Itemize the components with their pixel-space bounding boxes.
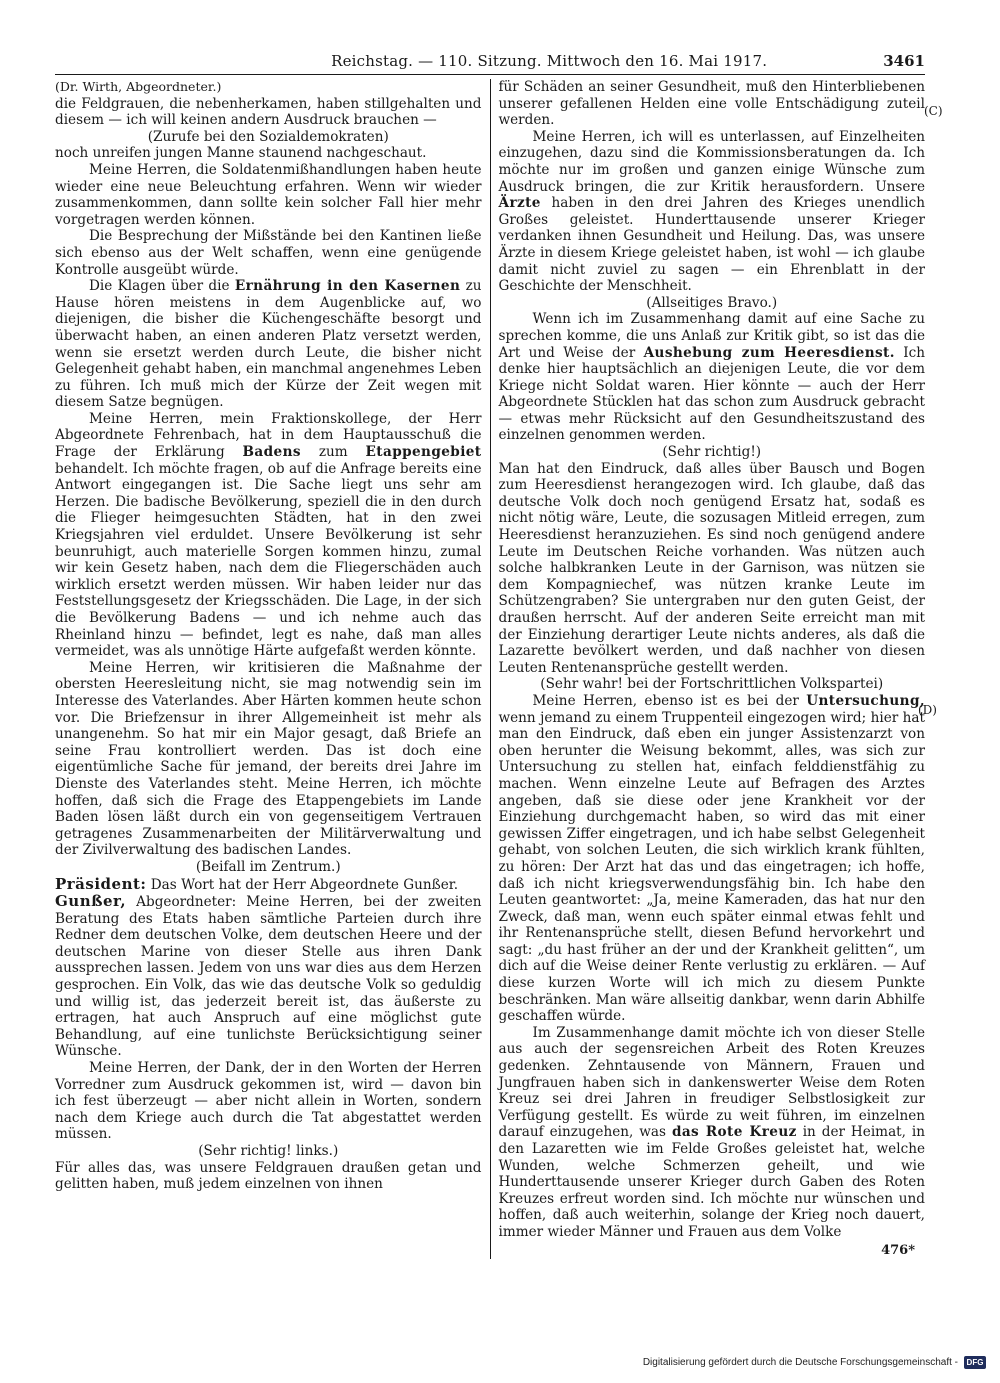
- paragraph: [499, 1025, 926, 1241]
- paragraph: [499, 311, 926, 444]
- text-run: Abgeordneter: Meine Herren, bei der zweiten Beratung des Etats haben sämtliche Parteien durch ihre Redner dem deutschen Volke, dem deutschen Heere und der deutschen Marine von dieser Stelle aus ihren Dank aussprechen lassen. Jedem von uns war dies aus dem Herzen gesprochen. Ein Volk, das wie das deutsche Volk so geduldig und willig ist, das jederzeit bereit ist, das äußerste zu ertragen, hat auch Anspruch auf eine möglichst gute Behandlung, auf eine tunlichste Berücksichtigung seiner Wünsche.: [55, 894, 482, 1060]
- paragraph: [55, 893, 482, 1060]
- page: [55, 52, 925, 1259]
- speaker-name: Gunßer,: [55, 892, 127, 911]
- paragraph: Meine Herren, die Soldatenmißhandlungen haben heute wieder eine neue Beleuchtung erfahren. Wenn wir wieder zusammenkommen, dann sollte kein solcher Fall hier mehr vorgetragen werden können.: [55, 161, 482, 228]
- margin-mark-c: (C): [924, 104, 943, 118]
- text-run: zu Hause hören meistens in dem Augenblicke auf, wo diejenigen, die bisher die Küchengeschäfte besorgt und überwacht haben, an einen anderen Platz versetzt werden, wenn sie ersetzt werden durch Leute, die bisher nicht Gelegenheit gehabt haben, ein manchmal angenehmes Leben zu führen. Ich muß mich der Kürze der Zeit wegen mit diesem Satze begnügen.: [55, 278, 482, 411]
- text-run: Meine Herren, ebenso ist es bei der: [532, 692, 807, 709]
- interjection: (Allseitiges Bravo.): [646, 294, 778, 311]
- left-column: [55, 79, 482, 1259]
- emphasis: Badens: [242, 444, 301, 461]
- funding-note: Digitalisierung gefördert durch die Deutsche Forschungsgemeinschaft -: [642, 1357, 958, 1368]
- header-title: Reichstag. — 110. Sitzung. Mittwoch den 16. Mai 1917.: [331, 52, 768, 70]
- emphasis: Aushebung zum Heeresdienst.: [643, 344, 895, 361]
- paragraph: Man hat den Eindruck, daß alles über Bausch und Bogen zum Heeresdienst herangezogen wird. Ich glaube, daß das deutsche Volk doch noch genügend Ersatz hat, sodaß es nicht nötig wäre, Leute, die sozusagen Mitleid erregen, zum Heeresdienst heranzuziehen. Es sind noch genügend andere Leute im Deutschen Reiche vorhanden. Was nützen auch solche halbkranken Leute in der Garnison, was nützen sie dem Kompagniechef, was nützen kranke Leute im Schützengraben? Sie untergraben nur den guten Geist, der draußen herrscht. Auf der anderen Seite erreicht man mit der Einziehung derartiger Leute nichts anderes, als daß die Lazarette bevölkert werden, und daß nachher von diesen Leuten Rentenansprüche gestellt werden.: [498, 460, 925, 676]
- emphasis: Etappengebiet: [365, 444, 482, 461]
- interjection: (Beifall im Zentrum.): [195, 858, 341, 875]
- speaker-name: Präsident:: [55, 874, 147, 893]
- text-run: haben in den drei Jahren des Krieges unendlich Großes geleistet. Hunderttausende unserer Krieger verdanken ihnen Gesundheit und Heilung. Das, was unsere Ärzte in diesem Kriege geleistet haben, ist wohl — ich glaube damit nicht zuviel zu sagen — ein Ehrenblatt in der Geschichte der Menschheit.: [498, 195, 925, 295]
- text-run: Das Wort hat der Herr Abgeordnete Gunßer.: [146, 876, 459, 893]
- text-run: Meine Herren, mein Fraktionskollege, der Herr Abgeordnete Fehrenbach, hat in dem Hauptausschuß die Frage der Erklärung: [55, 410, 482, 461]
- text-run: Die Klagen über die: [89, 278, 235, 295]
- column-divider: [490, 79, 491, 1259]
- text-run: behandelt. Ich möchte fragen, ob auf die Anfrage bereits eine Antwort eingegangen ist. Die Sache liegt uns sehr am Herzen. Die badische Bevölkerung, speziell die in den durch die Flieger heimgesuchten Städten, hat in den zwei Kriegsjahren viel erduldet. Unsere Bevölkerung ist sehr beunruhigt, auch materielle Sorgen kommen hinzu, zumal wir kein Gesetz haben, nach dem die Fliegerschäden auch wirklich ersetzt werden müssen. Wir haben leider nur das Feststellungsgesetz der Kriegsschäden. Die Lage, in der sich die Bevölkerung Badens — und ich nehme auch das Rheinland hinzu — befindet, legt es nahe, daß man alles vermeidet, was als unnötige Härte aufgefaßt werden könnte.: [55, 460, 482, 660]
- text-run: in der Heimat, in den Lazaretten wie im Felde Großes geleistet hat, welche Wunden, welche Schmerzen geheilt, und wie Hunderttausende unserer Krieger durch Gaben des Roten Kreuzes erfreut worden sind. Ich möchte nur wünschen und hoffen, daß auch weiterhin, solange der Krieg noch dauert, immer wieder Männer und Frauen aus dem Volke: [498, 1124, 926, 1240]
- running-header: [55, 52, 925, 75]
- paragraph: Meine Herren, der Dank, der in den Worten der Herren Vorredner zum Ausdruck gekommen ist, wird — davon bin ich fest überzeugt — aber nicht allein in Worten, sondern nach dem Kriege auch durch die Tat abgestattet werden müssen.: [55, 1060, 482, 1143]
- paragraph: noch unreifen jungen Manne staunend nachgeschaut.: [55, 145, 427, 162]
- text-run: Im Zusammenhange damit möchte ich von dieser Stelle aus auch der segensreichen Arbeit des Roten Kreuzes gedenken. Zehntausende von Männern, Frauen und Jungfrauen haben sich in dankenswerter Weise dem Roten Kreuz sei drei Jahren in freudiger Selbstlosigkeit zur Verfügung gestellt. Es würde zu weit führen, im einzelnen darauf einzugehen, was: [498, 1024, 925, 1141]
- paragraph: für Schäden an seiner Gesundheit, muß den Hinterbliebenen unserer gefallenen Helden eine volle Entschädigung zuteil werden.: [498, 79, 925, 129]
- paragraph: [499, 693, 926, 1025]
- interjection: (Sehr richtig! links.): [198, 1143, 339, 1159]
- paragraph: Die Besprechung der Mißstände bei den Kantinen ließe sich ebenso aus der Welt schaffen, wenn eine genügende Kontrolle ausgeübt würde.: [55, 228, 482, 278]
- emphasis: Ärzte: [498, 195, 541, 212]
- emphasis: Ernährung in den Kasernen: [234, 278, 461, 295]
- emphasis: Untersuchung,: [806, 692, 925, 709]
- digitization-footer: [643, 1356, 986, 1369]
- interjection: (Zurufe bei den Sozialdemokraten): [147, 128, 389, 145]
- paragraph: [55, 278, 482, 411]
- right-column: [499, 79, 926, 1259]
- speaker-attribution: (Dr. Wirth, Abgeordneter.): [55, 79, 222, 94]
- paragraph: [55, 876, 482, 894]
- paragraph: [55, 411, 482, 660]
- paragraph: die Feldgrauen, die nebenherkamen, haben stillgehalten und diesem — ich will keinen andern Ausdruck brauchen —: [55, 95, 482, 129]
- dfg-logo-icon: DFG: [964, 1356, 986, 1369]
- sheet-signature: 476*: [881, 1242, 915, 1258]
- interjection: (Sehr wahr! bei der Fortschrittlichen Volkspartei): [540, 676, 884, 693]
- two-column-body: [55, 79, 925, 1259]
- text-run: Wenn ich im Zusammenhang damit auf eine Sache zu sprechen komme, die uns Anlaß zur Kritik gibt, so ist das die Art und Weise der: [498, 311, 925, 361]
- emphasis: das Rote Kreuz: [671, 1124, 797, 1141]
- paragraph: [499, 129, 926, 295]
- text-run: zum: [300, 444, 366, 461]
- text-run: wenn jemand zu einem Truppenteil eingezogen wird; hier hat man den Eindruck, daß eben ein junger Assistenzarzt von oben herunter die Weisung bekommt, alles, was sich zur Untersuchung zu stellen hat, einfach felddienstfähig zu machen. Wenn einzelne Leute auf Befragen des Arztes angeben, daß sie diese oder jene Krankheit vor der Einziehung durchgemacht haben, so wird das mit einer gewissen Ziffer eingetragen, und ich habe selbst Gelegenheit gehabt, von solchen Leuten, die sich wirklich krank fühlten, zu hören: Der Arzt hat das und das eingetragen; ich hoffe, daß ich nicht kriegsverwendungsfähig bin. Ich habe den Leuten geantwortet: „Ja, meine Kameraden, das hat nur den Zweck, daß man, wenn euch später einmal etwas fehlt und ihr Rentenansprüche stellt, diesen Befund hervorkehrt und sagt: „du hast früher an der und der Krankheit gelitten“, um dich auf die Weise deiner Rente verlustig zu erklären. — Auf diese kurzen Worte will ich mich zu diesem Punkte beschränken. Man wäre allseitig dankbar, wenn darin Abhilfe geschaffen würde.: [498, 709, 925, 1025]
- page-number: 3461: [883, 52, 925, 70]
- margin-mark-d: (D): [918, 703, 937, 717]
- paragraph: Für alles das, was unsere Feldgrauen draußen getan und gelitten haben, muß jedem einzelnen von ihnen: [55, 1159, 482, 1193]
- text-run: Ich denke hier hauptsächlich an diejenigen Leute, die vor dem Kriege nicht Soldat waren. Hier könnte — auch der Herr Abgeordnete Stücklen hat das schon zum Ausdruck gebracht — etwas mehr Rücksicht auf den Gesundheitszustand des einzelnen genommen werden.: [498, 344, 925, 444]
- paragraph: Meine Herren, wir kritisieren die Maßnahme der obersten Heeresleitung nicht, sie mag notwendig sein im Interesse des Vaterlandes. Aber Härten kommen heute schon vor. Die Briefzensur in ihrer Allgemeinheit ist mehr als unangenehm. So hat mir ein Major gesagt, daß Briefe an seine Frau kontrolliert werden. Das ist doch eine eigentümliche Sache für jemand, der bereits drei Jahre im Dienste des Vaterlandes steht. Meine Herren, ich möchte hoffen, daß sich die Frage des Etappengebiets im Lande Baden lösen läßt durch ein von gegenseitigem Vertrauen getragenes Zusammenarbeiten der Militärverwaltung und der Zivilverwaltung des badischen Landes.: [55, 659, 482, 859]
- interjection: (Sehr richtig!): [662, 444, 762, 461]
- text-run: Meine Herren, ich will es unterlassen, auf Einzelheiten einzugehen, dazu sind die Kommissionsberatungen da. Ich möchte nur im großen und ganzen einige Wünsche zum Ausdruck bringen, die zur Kritik herausfordern. Unsere: [498, 128, 925, 195]
